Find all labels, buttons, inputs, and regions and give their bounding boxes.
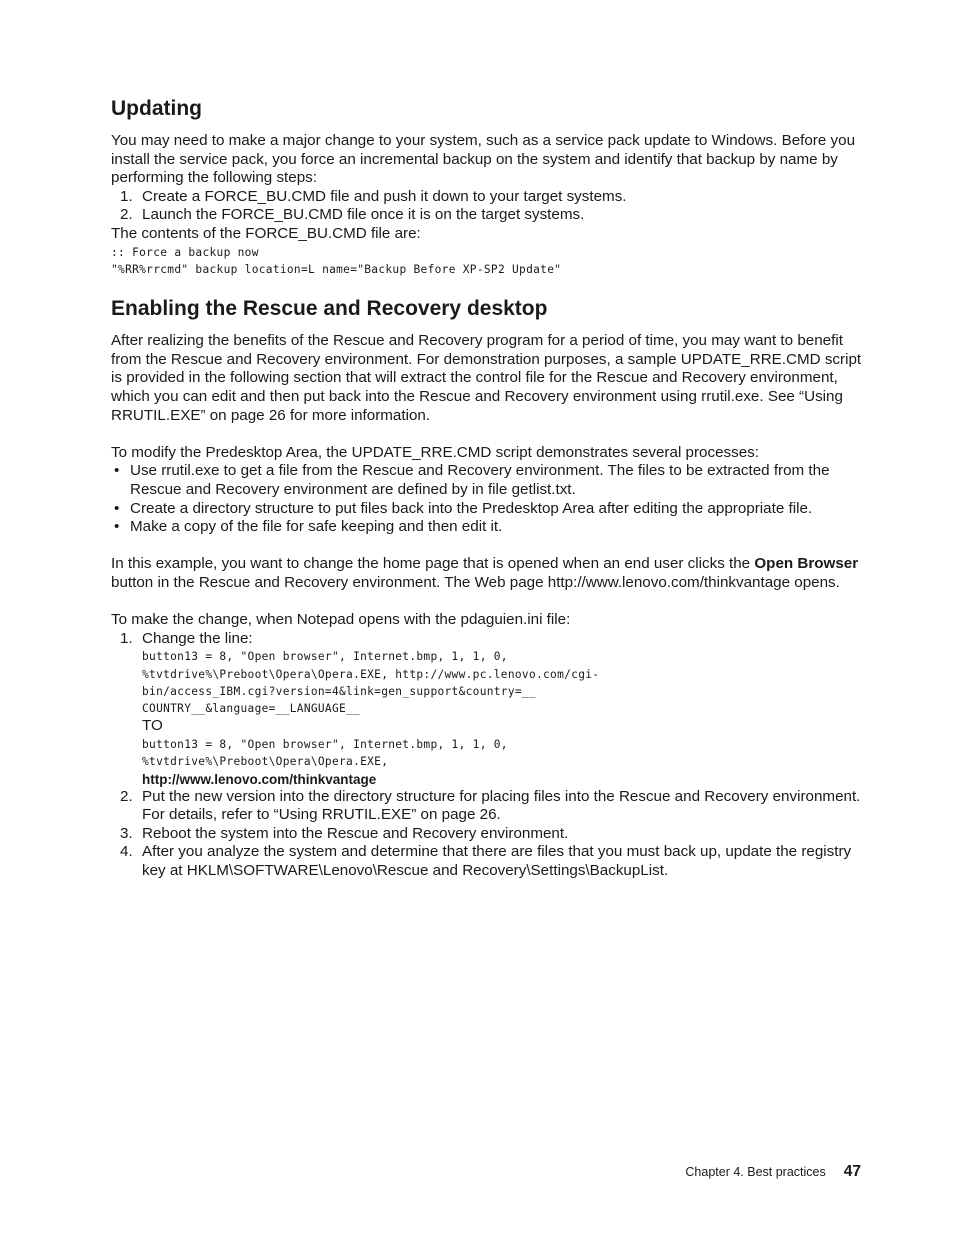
enabling-para1: After realizing the benefits of the Rescue and Recovery program for a period of time, you may want to benefit from the Rescue and Recovery environment. For demonstration purposes, a sample UPDATE_RRE.CMD script is provided in the following section that will extract the control file for the Rescue and Recovery environment, which you can edit and then put back into the Rescue and Recovery environment using rrutil.exe. See “Using RRUTIL.EXE” on page 26 for more information. <box>111 332 862 424</box>
list-item: 2. Put the new version into the directory structure for placing files into the Rescue and Recovery environment. For details, refer to “Using RRUTIL.EXE” on page 26. <box>120 787 861 824</box>
list-item: • Create a directory structure to put files back into the Predesktop Area after editing the appropriate file. <box>114 499 813 517</box>
enabling-para3: In this example, you want to change the home page that is opened when an end user clicks the Open Browser button in the Rescue and Recovery environment. The Web page http://www.lenovo.com/thinkvantage opens. <box>111 555 859 591</box>
page-content <box>111 96 866 881</box>
code-line: %tvtdrive%\Preboot\Opera\Opera.EXE, http://www.pc.lenovo.com/cgi- <box>142 667 600 681</box>
list-item: • Use rrutil.exe to get a file from the Rescue and Recovery environment. The files to be extracted from the Rescue and Recovery environment are defined by in file getlist.txt. <box>114 462 830 498</box>
list-item: 4. After you analyze the system and determine that there are files that you must back up, update the registry key at HKLM\SOFTWARE\Lenovo\Rescue and Recovery\Settings\BackupList. <box>120 843 852 879</box>
contents-label: The contents of the FORCE_BU.CMD file are: <box>111 224 421 242</box>
code-line: :: Force a backup now <box>111 245 259 259</box>
code-line: bin/access_IBM.cgi?version=4&link=gen_support&country=__ <box>142 684 536 698</box>
change-steps <box>111 630 866 881</box>
list-item: 1. Create a FORCE_BU.CMD file and push it down to your target systems. <box>120 187 627 205</box>
enabling-para2: To modify the Predesktop Area, the UPDATE_RRE.CMD script demonstrates several processes: <box>111 443 759 461</box>
code-line: COUNTRY__&language=__LANGUAGE__ <box>142 702 361 716</box>
open-browser-term: Open Browser <box>754 555 859 573</box>
to-label: TO <box>142 717 163 735</box>
updating-intro: You may need to make a major change to your system, such as a service pack update to Windows. Before you install the service pack, you force an incremental backup on the system and identify that backup by name by performing the following steps: <box>111 132 856 187</box>
code-block-to <box>142 736 866 771</box>
heading-updating: Updating <box>111 97 202 120</box>
page-footer <box>685 1163 861 1182</box>
updating-steps <box>111 188 866 225</box>
page-number: 47 <box>843 1163 861 1180</box>
list-item: 2. Launch the FORCE_BU.CMD file once it is on the target systems. <box>120 206 585 224</box>
section-enabling <box>111 296 866 880</box>
chapter-label: Chapter 4. Best practices <box>685 1165 826 1179</box>
code-block-force-bu <box>111 244 866 279</box>
code-block-from <box>142 648 866 717</box>
code-line: button13 = 8, "Open browser", Internet.bmp, 1, 1, 0, <box>142 650 508 664</box>
list-item: 1. Change the line: button13 = 8, "Open browser", Internet.bmp, 1, 1, 0, %tvtdrive%\Preboot\Opera\Opera.EXE, http://www.pc.lenovo.com/cgi- bin/access_IBM.cgi?version=4&link=gen_support&country=__ COUNTRY__&language=__LANGUAGE__ TO button13 = 8, "Open browser", Internet.bmp, 1, 1, 0, %tvtdrive%\Preboot\Opera\Opera.EXE, http://www.lenovo.com/thinkvantage <box>111 630 866 788</box>
list-item: 3. Reboot the system into the Rescue and Recovery environment. <box>120 824 569 842</box>
section-updating <box>111 96 866 278</box>
heading-enabling: Enabling the Rescue and Recovery desktop <box>111 297 548 321</box>
thinkvantage-url: http://www.lenovo.com/thinkvantage <box>142 771 377 787</box>
code-line: "%RR%rrcmd" backup location=L name="Backup Before XP-SP2 Update" <box>111 262 562 276</box>
code-line: %tvtdrive%\Preboot\Opera\Opera.EXE, <box>142 755 389 769</box>
process-bullets <box>111 462 866 536</box>
enabling-para4: To make the change, when Notepad opens with the pdaguien.ini file: <box>111 611 571 629</box>
list-item: • Make a copy of the file for safe keeping and then edit it. <box>114 518 503 536</box>
code-line: button13 = 8, "Open browser", Internet.bmp, 1, 1, 0, <box>142 738 508 752</box>
